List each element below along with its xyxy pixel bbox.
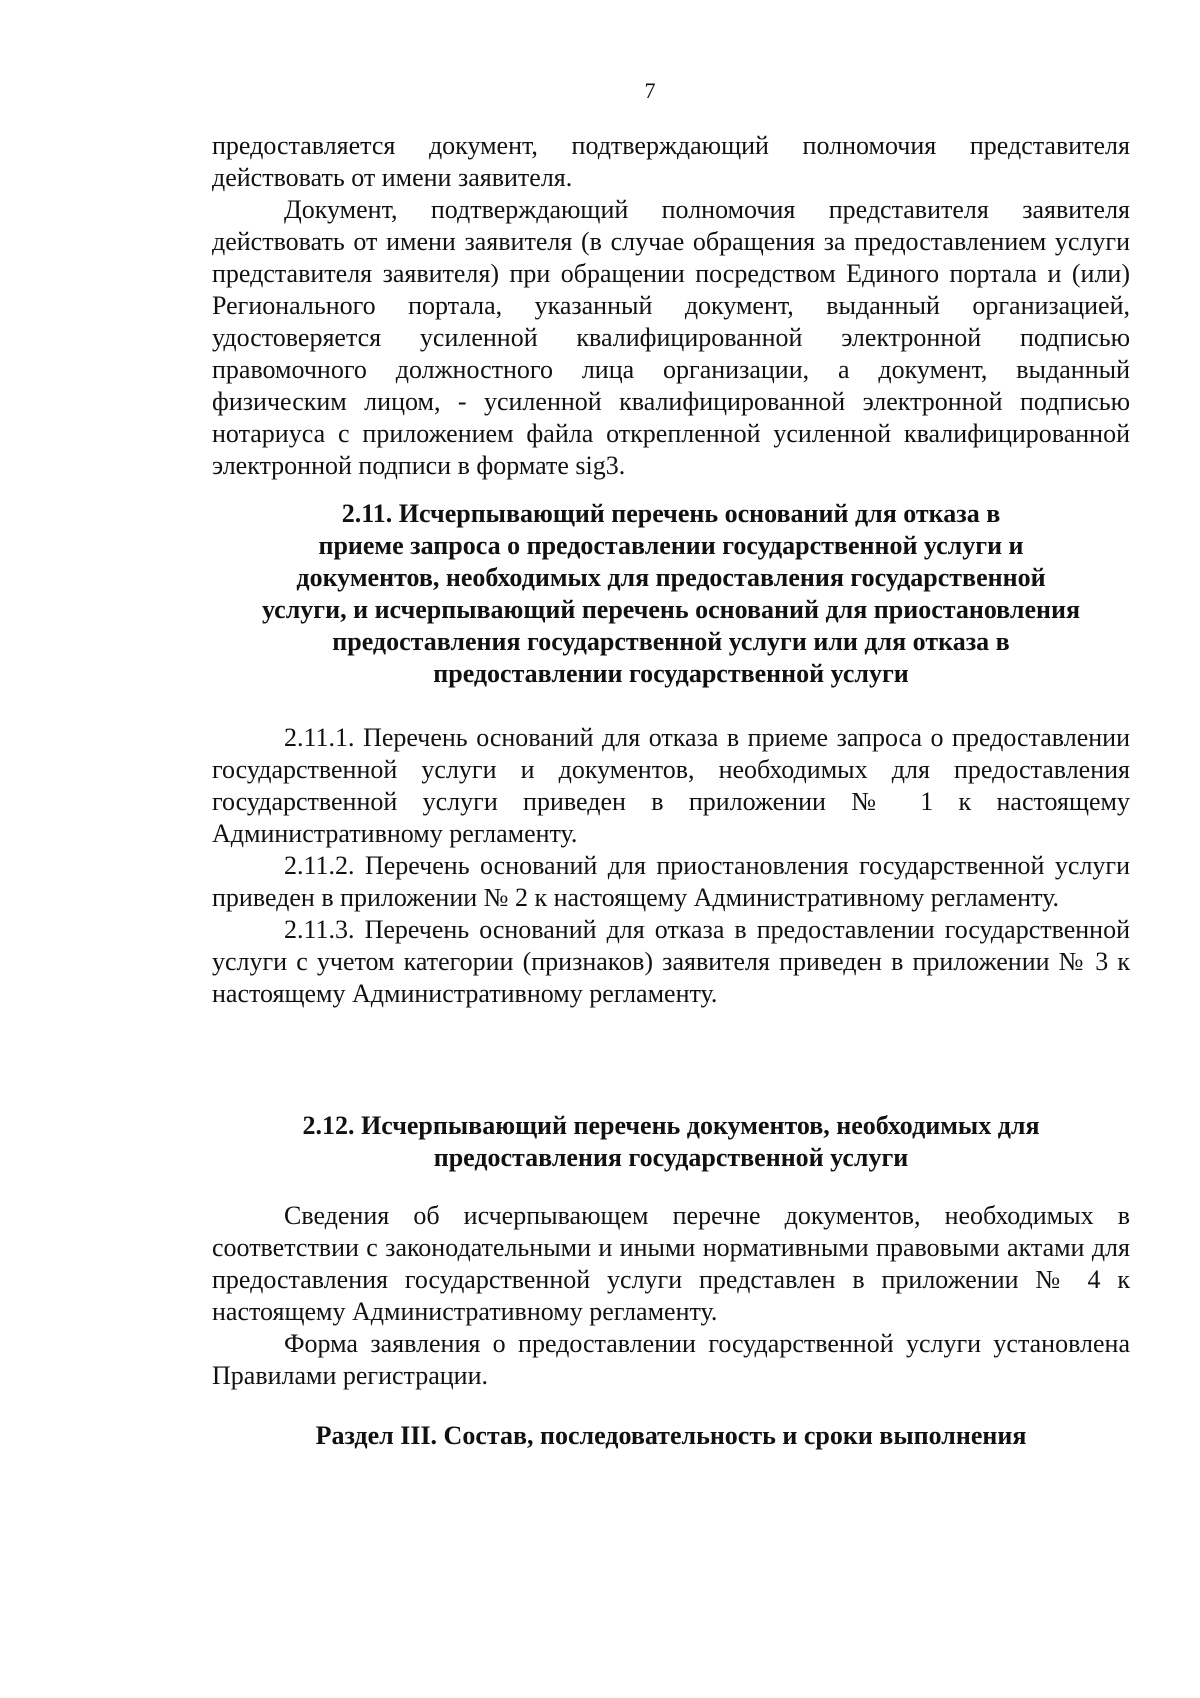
paragraph-2-11-1: 2.11.1. Перечень оснований для отказа в приеме запроса о предоставлении государственной услуги и документов, необходимых для предоставления государственной услуги приведен в приложении № 1 к настоящему Административному регламенту. bbox=[212, 723, 1130, 848]
heading-line: предоставления государственной услуги или для отказа в bbox=[332, 627, 1010, 656]
heading-line: 2.12. Исчерпывающий перечень документов, необходимых для bbox=[302, 1111, 1040, 1140]
heading-line: документов, необходимых для предоставления государственной bbox=[296, 563, 1046, 592]
heading-line: 2.11. Исчерпывающий перечень оснований для отказа в bbox=[341, 499, 1001, 528]
paragraph-application-form: Форма заявления о предоставлении государственной услуги установлена Правилами регистрации. bbox=[212, 1329, 1130, 1390]
page-number: 7 bbox=[644, 78, 656, 103]
paragraph-2-11-3: 2.11.3. Перечень оснований для отказа в предоставлении государственной услуги с учетом категории (признаков) заявителя приведен в приложении № 3 к настоящему Административному регламенту. bbox=[212, 915, 1130, 1008]
heading-line: услуги, и исчерпывающий перечень оснований для приостановления bbox=[261, 595, 1081, 624]
section-2-11-heading bbox=[212, 498, 1130, 690]
section-2-12-body bbox=[212, 1200, 1130, 1392]
intro-text bbox=[212, 130, 1130, 482]
section-2-12-heading bbox=[212, 1110, 1130, 1174]
heading-line: предоставлении государственной услуги bbox=[433, 659, 909, 688]
heading-line: предоставления государственной услуги bbox=[433, 1143, 909, 1172]
paragraph-2-11-2: 2.11.2. Перечень оснований для приостановления государственной услуги приведен в приложении № 2 к настоящему Административному регламенту. bbox=[212, 851, 1130, 912]
paragraph-continuation: предоставляется документ, подтверждающий полномочия представителя действовать от имени заявителя. bbox=[212, 131, 1130, 192]
paragraph-documents-list: Сведения об исчерпывающем перечне документов, необходимых в соответствии с законодательными и иными нормативными правовыми актами для предоставления государственной услуги представлен в приложении № 4 к настоящему Административному регламенту. bbox=[212, 1201, 1130, 1326]
section-3-heading: Раздел III. Состав, последовательность и сроки выполнения bbox=[315, 1421, 1027, 1450]
section-2-11-body bbox=[212, 722, 1130, 1010]
heading-line: приеме запроса о предоставлении государственной услуги и bbox=[318, 531, 1024, 560]
paragraph-representative-document: Документ, подтверждающий полномочия представителя заявителя действовать от имени заявителя (в случае обращения за предоставлением услуги представителя заявителя) при обращении посредством Единого портала и (или) Регионального портала, указанный документ, выданный организацией, удостоверяется усиленной квалифицированной электронной подписью правомочного должностного лица организации, а документ, выданный физическим лицом, - усиленной квалифицированной электронной подписью нотариуса с приложением файла открепленной усиленной квалифицированной электронной подписи в формате sig3. bbox=[212, 195, 1130, 480]
